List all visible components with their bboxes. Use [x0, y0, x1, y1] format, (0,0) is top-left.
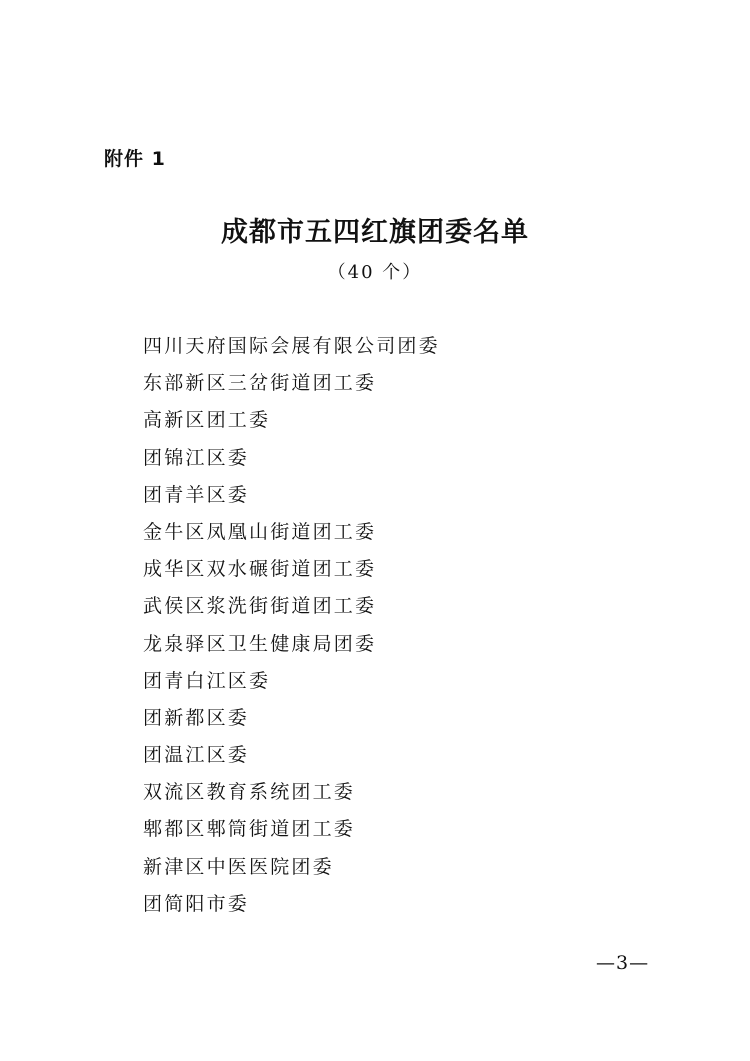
list-item: 新津区中医医院团委 [143, 855, 334, 878]
page-title: 成都市五四红旗团委名单 [221, 217, 529, 248]
attachment-label: 附件 1 [104, 148, 166, 170]
organization-list [143, 328, 440, 923]
page-subtitle: （40 个） [327, 262, 423, 283]
list-item: 龙泉驿区卫生健康局团委 [143, 632, 377, 655]
list-item: 武侯区浆洗街街道团工委 [143, 595, 377, 618]
list-item: 团简阳市委 [143, 892, 250, 915]
list-item: 团温江区委 [143, 744, 250, 767]
page-number: —3— [596, 952, 650, 974]
list-item: 团青羊区委 [143, 483, 250, 506]
list-item: 双流区教育系统团工委 [143, 781, 356, 804]
list-item: 成华区双水碾街道团工委 [143, 558, 377, 581]
list-item: 金牛区凤凰山街道团工委 [143, 520, 377, 543]
list-item: 团新都区委 [143, 706, 250, 729]
list-item: 四川天府国际会展有限公司团委 [143, 335, 440, 357]
list-item: 团青白江区委 [143, 669, 271, 692]
list-item: 团锦江区委 [143, 446, 250, 469]
list-item: 高新区团工委 [143, 409, 271, 432]
list-item: 东部新区三岔街道团工委 [143, 372, 377, 395]
list-item: 郫都区郫筒街道团工委 [143, 818, 356, 841]
